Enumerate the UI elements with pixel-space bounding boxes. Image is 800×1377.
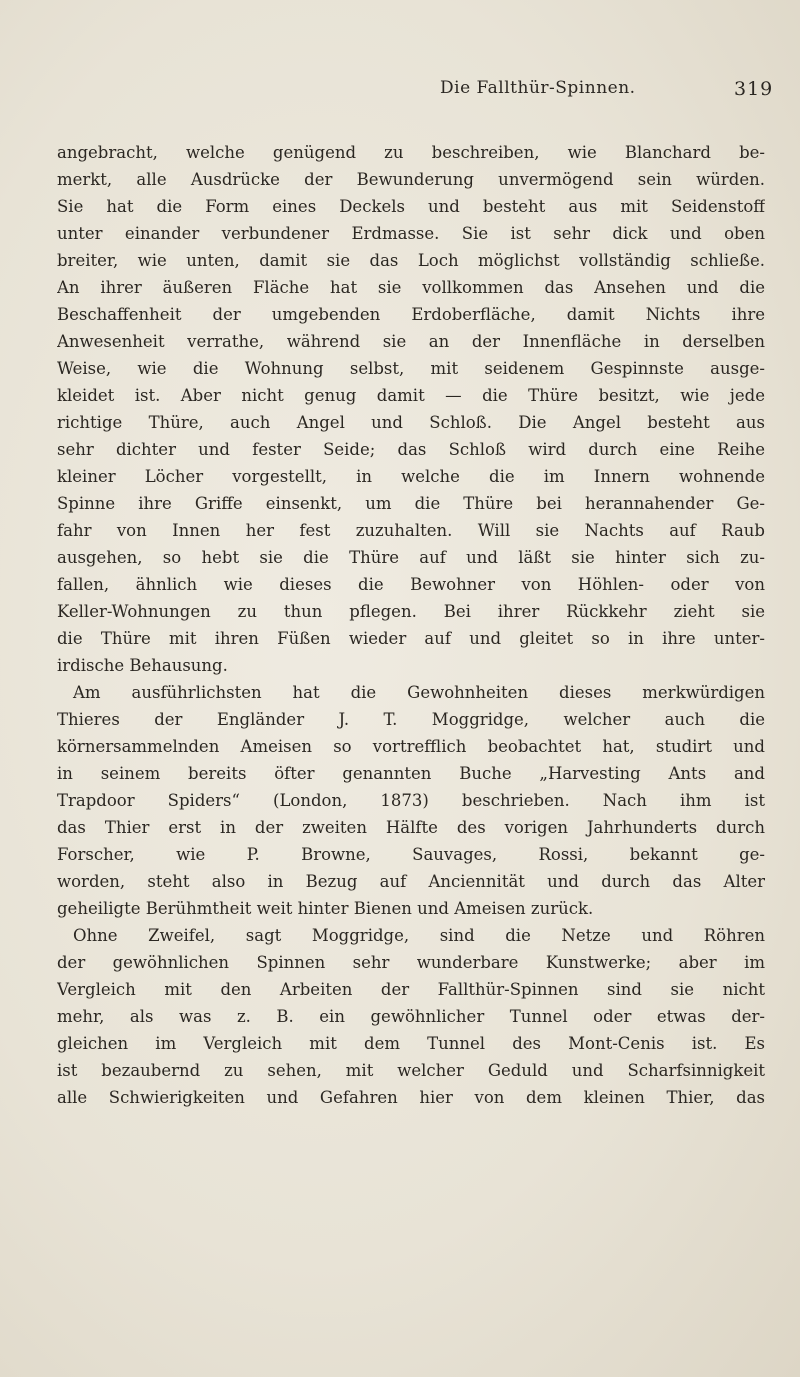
text-line: merkt, alle Ausdrücke der Bewunderung unvermögend sein würden.: [57, 170, 765, 189]
text-line: fallen, ähnlich wie dieses die Bewohner von Höhlen- oder von: [57, 575, 765, 594]
running-title: Die Fallthür-Spinnen.: [440, 78, 636, 98]
text-line: körnersammelnden Ameisen so vortrefflich beobachtet hat, studirt und: [57, 737, 765, 756]
text-line: Beschaffenheit der umgebenden Erdoberfläche, damit Nichts ihre: [57, 305, 765, 324]
text-line: Trapdoor Spiders“ (London, 1873) beschrieben. Nach ihm ist: [57, 791, 765, 810]
text-line: sehr dichter und fester Seide; das Schloß wird durch eine Reihe: [57, 440, 765, 459]
text-line: Spinne ihre Griffe einsenkt, um die Thüre bei herannahender Ge-: [57, 494, 765, 513]
text-line: geheiligte Berühmtheit weit hinter Bienen und Ameisen zurück.: [57, 899, 594, 918]
text-line: mehr, als was z. B. ein gewöhnlicher Tunnel oder etwas der-: [57, 1007, 765, 1026]
text-line: Am ausführlichsten hat die Gewohnheiten dieses merkwürdigen: [73, 683, 765, 702]
text-line: ausgehen, so hebt sie die Thüre auf und läßt sie hinter sich zu-: [57, 548, 765, 567]
text-line: Sie hat die Form eines Deckels und besteht aus mit Seidenstoff: [57, 197, 765, 216]
body-text: [57, 139, 765, 1111]
text-line: kleidet ist. Aber nicht genug damit — die Thüre besitzt, wie jede: [57, 386, 765, 405]
text-line: richtige Thüre, auch Angel und Schloß. Die Angel besteht aus: [57, 413, 765, 432]
text-line: gleichen im Vergleich mit dem Tunnel des Mont-Cenis ist. Es: [57, 1034, 765, 1053]
text-line: Anwesenheit verrathe, während sie an der Innenfläche in derselben: [57, 332, 765, 351]
text-line: der gewöhnlichen Spinnen sehr wunderbare Kunstwerke; aber im: [57, 953, 765, 972]
text-line: angebracht, welche genügend zu beschreiben, wie Blanchard be-: [57, 143, 765, 162]
text-line: Thieres der Engländer J. T. Moggridge, welcher auch die: [57, 710, 765, 729]
text-line: in seinem bereits öfter genannten Buche „Harvesting Ants and: [57, 764, 765, 783]
text-line: irdische Behausung.: [57, 656, 228, 675]
text-line: Ohne Zweifel, sagt Moggridge, sind die Netze und Röhren: [73, 926, 765, 945]
page-number: 319: [734, 78, 774, 100]
text-line: Weise, wie die Wohnung selbst, mit seidenem Gespinnste ausge-: [57, 359, 765, 378]
text-line: breiter, wie unten, damit sie das Loch möglichst vollständig schließe.: [57, 251, 765, 270]
text-line: ist bezaubernd zu sehen, mit welcher Geduld und Scharfsinnigkeit: [57, 1061, 765, 1080]
text-line: fahr von Innen her fest zuzuhalten. Will sie Nachts auf Raub: [57, 521, 765, 540]
text-line: das Thier erst in der zweiten Hälfte des vorigen Jahrhunderts durch: [57, 818, 765, 837]
text-line: worden, steht also in Bezug auf Anciennität und durch das Alter: [57, 872, 765, 891]
text-line: kleiner Löcher vorgestellt, in welche die im Innern wohnende: [57, 467, 765, 486]
running-head: [0, 78, 800, 108]
text-line: An ihrer äußeren Fläche hat sie vollkommen das Ansehen und die: [57, 278, 765, 297]
text-line: Keller-Wohnungen zu thun pflegen. Bei ihrer Rückkehr zieht sie: [57, 602, 765, 621]
text-line: alle Schwierigkeiten und Gefahren hier von dem kleinen Thier, das: [57, 1088, 765, 1107]
text-line: die Thüre mit ihren Füßen wieder auf und gleitet so in ihre unter-: [57, 629, 765, 648]
text-line: Forscher, wie P. Browne, Sauvages, Rossi, bekannt ge-: [57, 845, 765, 864]
text-line: unter einander verbundener Erdmasse. Sie ist sehr dick und oben: [57, 224, 765, 243]
text-line: Vergleich mit den Arbeiten der Fallthür-Spinnen sind sie nicht: [57, 980, 765, 999]
